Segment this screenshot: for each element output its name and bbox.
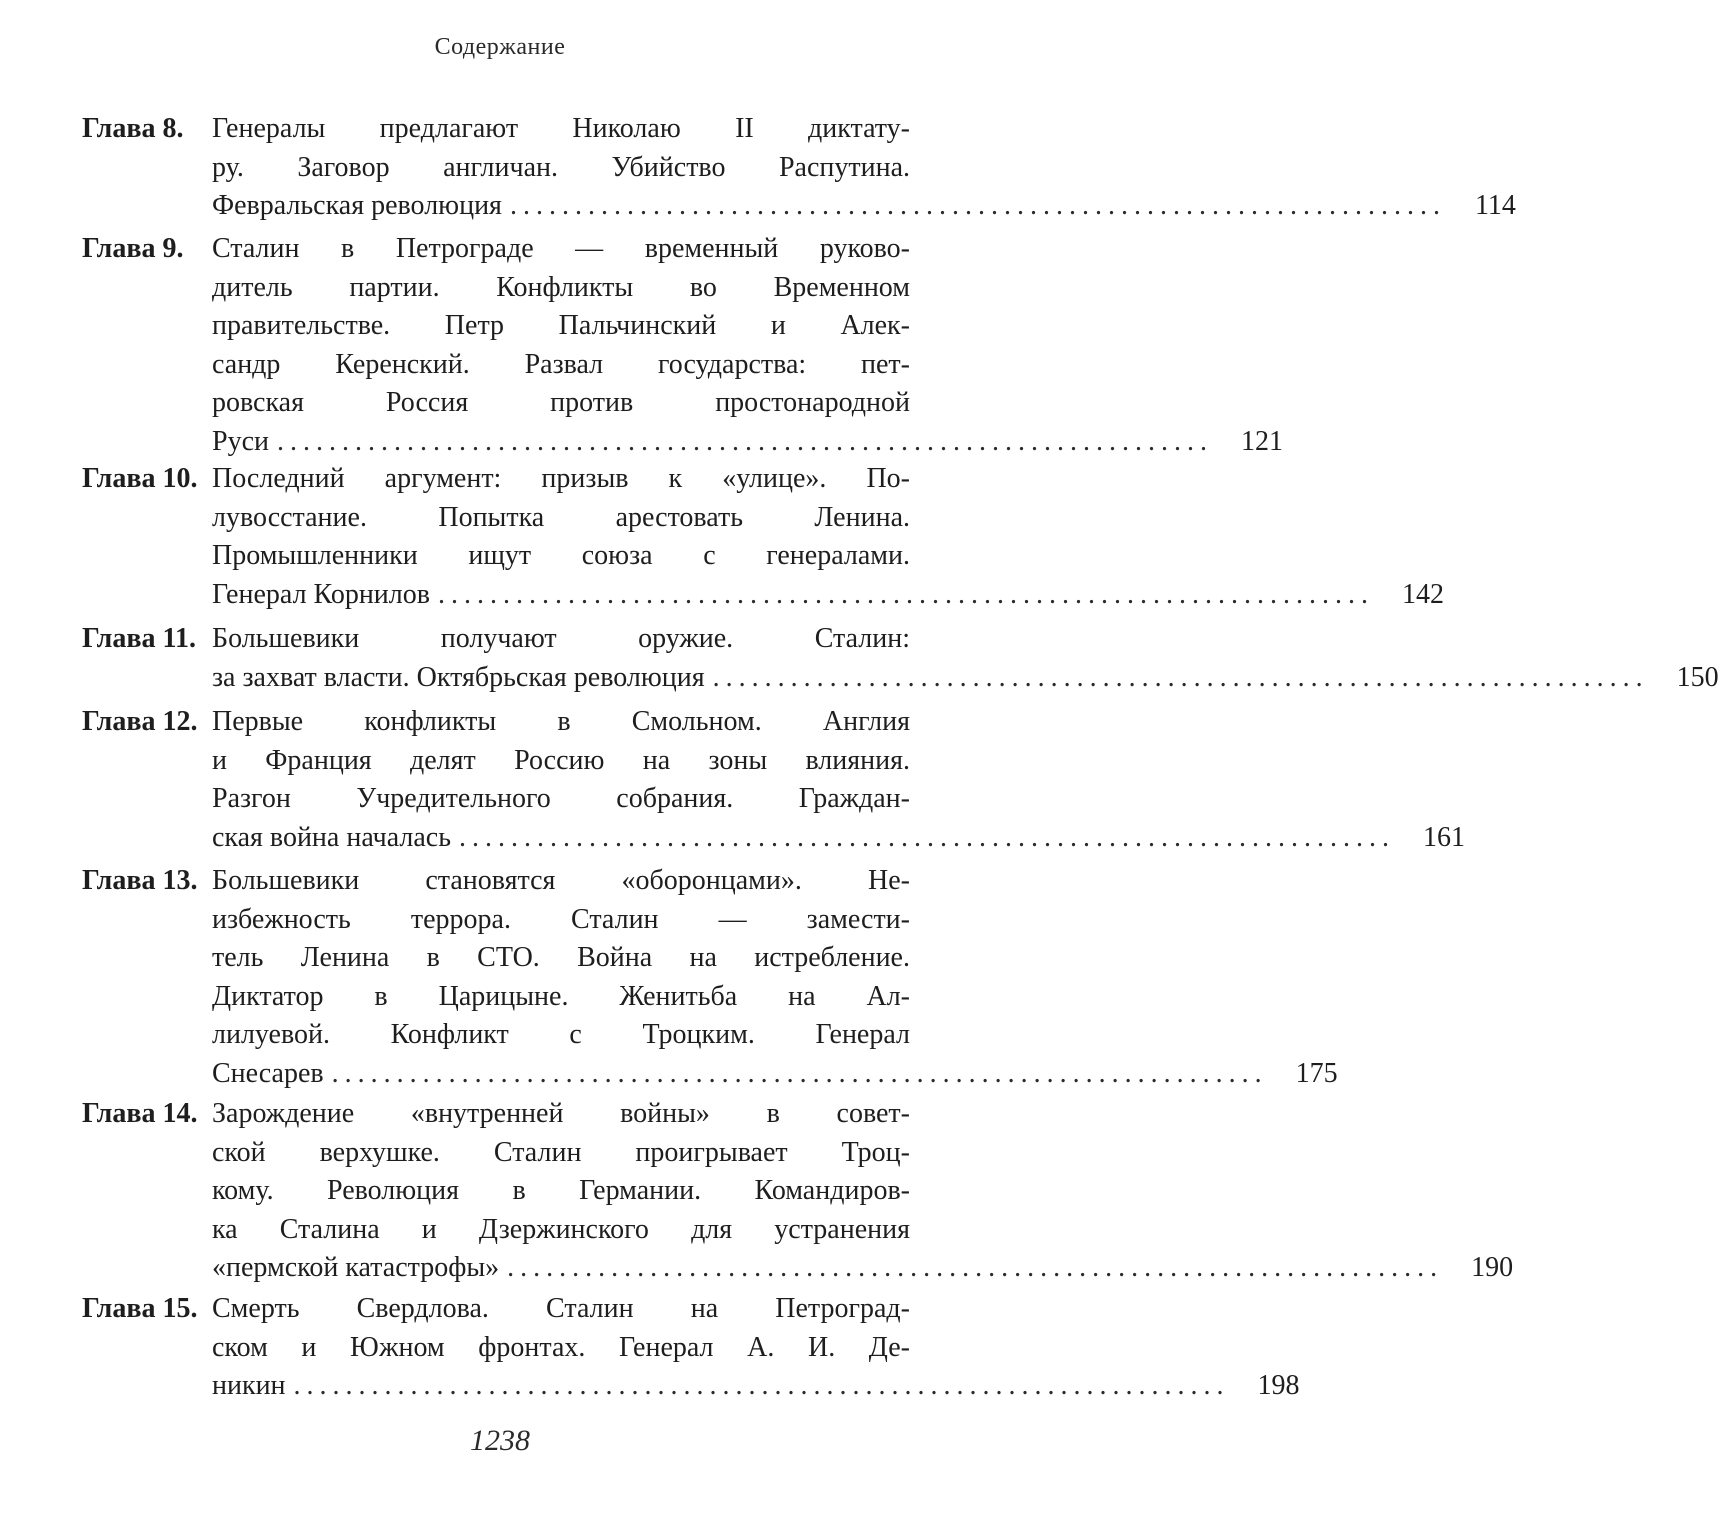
page-number: 121: [1240, 425, 1283, 457]
chapter-label: Глава 12.: [82, 706, 198, 737]
chapter-label: Глава 10.: [82, 463, 198, 494]
chapter-label: Глава 11.: [82, 623, 196, 654]
title-line: Генералы предлагают Николаю II диктату-: [212, 113, 910, 144]
page-number: 142: [1401, 578, 1444, 610]
page-number: 150: [1676, 661, 1719, 693]
title-line: ка Сталина и Дзержинского для устранения: [212, 1213, 910, 1245]
chapter-label: Глава 8.: [82, 113, 184, 144]
title-line: Большевики становятся «оборонцами». Не-: [212, 865, 910, 896]
chapter-title: [212, 1290, 1300, 1406]
chapter-title: [212, 862, 1338, 1093]
folio-page-number: 1238: [470, 1424, 530, 1457]
title-line: сандр Керенский. Развал государства: пет-: [212, 348, 910, 380]
dot-leader: ........................................................................: [276, 425, 1213, 457]
dot-leader: ........................................................................: [458, 821, 1395, 853]
chapter-title: [212, 110, 1516, 226]
title-line: Зарождение «внутренней войны» в совет-: [212, 1098, 910, 1129]
page-number: 114: [1474, 190, 1516, 221]
dot-leader: ........................................................................: [437, 578, 1374, 610]
title-line: Сталин в Петрограде — временный руково-: [212, 233, 910, 264]
title-line: Февральская революция: [212, 190, 502, 221]
chapter-label: Глава 14.: [82, 1098, 198, 1129]
title-line: ру. Заговор англичан. Убийство Распутина.: [212, 151, 910, 183]
title-line: лувосстание. Попытка арестовать Ленина.: [212, 501, 910, 533]
title-line: Генерал Корнилов: [212, 578, 430, 610]
title-line: ровская Россия против простонародной: [212, 387, 910, 418]
dot-leader: ........................................................................: [509, 190, 1446, 221]
chapter-label: Глава 9.: [82, 233, 184, 264]
title-line: Снесарев: [212, 1057, 324, 1089]
title-line: Руси: [212, 425, 269, 457]
title-last-line: [212, 659, 1719, 698]
running-head: Содержание: [434, 34, 566, 60]
title-line: Большевики получают оружие. Сталин:: [212, 623, 910, 654]
dot-leader: ........................................................................: [507, 1252, 1444, 1283]
title-line: Диктатор в Царицыне. Женитьба на Ал-: [212, 980, 910, 1012]
title-line: Первые конфликты в Смольном. Англия: [212, 706, 910, 737]
chapter-label: Глава 13.: [82, 865, 198, 896]
chapter-title: [212, 703, 1465, 857]
title-line: Разгон Учредительного собрания. Граждан-: [212, 783, 910, 814]
chapter-title: [212, 620, 1719, 697]
title-line: никин: [212, 1370, 286, 1401]
dot-leader: ........................................................................: [712, 661, 1649, 693]
chapter-title: [212, 460, 1444, 614]
title-line: и Франция делят Россию на зоны влияния.: [212, 744, 910, 776]
title-line: Промышленники ищут союза с генералами.: [212, 540, 910, 571]
title-line: ская война началась: [212, 821, 451, 853]
title-line: кому. Революция в Германии. Командиров-: [212, 1175, 910, 1206]
title-line: ском и Южном фронтах. Генерал А. И. Де-: [212, 1331, 910, 1363]
page-number: 175: [1295, 1057, 1338, 1089]
title-line: за захват власти. Октябрьская революция: [212, 661, 705, 693]
title-last-line: [212, 187, 1516, 226]
chapter-label: Глава 15.: [82, 1293, 198, 1324]
page-number: 198: [1257, 1370, 1300, 1401]
title-line: Смерть Свердлова. Сталин на Петроград-: [212, 1293, 910, 1324]
title-line: Последний аргумент: призыв к «улице». По-: [212, 463, 910, 494]
title-line: правительстве. Петр Пальчинский и Алек-: [212, 310, 910, 341]
title-last-line: [212, 423, 1283, 462]
title-last-line: [212, 576, 1444, 615]
title-last-line: [212, 1367, 1300, 1406]
dot-leader: ........................................................................: [293, 1370, 1230, 1401]
title-last-line: [212, 1249, 1514, 1288]
title-last-line: [212, 1055, 1338, 1094]
title-line: ской верхушке. Сталин проигрывает Троц-: [212, 1136, 910, 1168]
title-line: лилуевой. Конфликт с Троцким. Генерал: [212, 1019, 910, 1050]
dot-leader: ........................................................................: [331, 1057, 1268, 1089]
title-line: тель Ленина в СТО. Война на истребление.: [212, 942, 910, 973]
page-number: 190: [1471, 1252, 1514, 1283]
title-line: дитель партии. Конфликты во Временном: [212, 271, 910, 303]
chapter-title: [212, 1095, 1514, 1288]
title-line: «пермской катастрофы»: [212, 1252, 500, 1283]
page-number: 161: [1422, 821, 1465, 853]
title-line: избежность террора. Сталин — замести-: [212, 903, 910, 935]
chapter-title: [212, 230, 1283, 461]
title-last-line: [212, 819, 1465, 858]
